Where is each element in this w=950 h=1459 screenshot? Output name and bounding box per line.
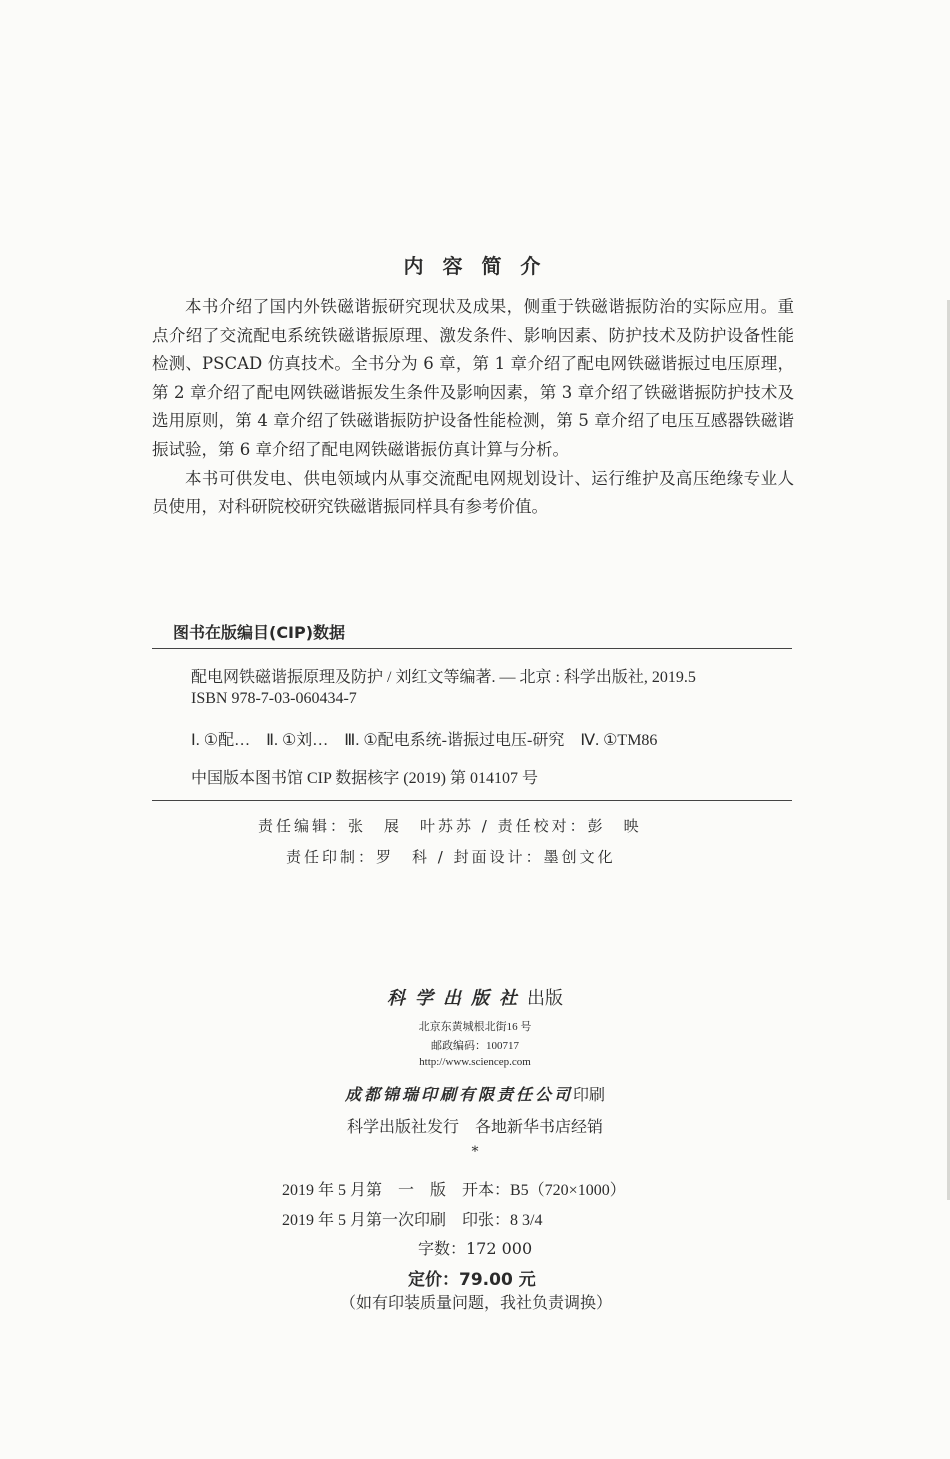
intro-text	[152, 293, 794, 522]
editor-credits: 责任编辑：张 展 叶苏苏 / 责任校对：彭 映	[258, 817, 642, 835]
intro-paragraph-2: 本书可供发电、供电领域内从事交流配电网规划设计、运行维护及高压绝缘专业人员使用，对科研院校研究铁磁谐振同样具有参考价值。	[152, 468, 794, 517]
cip-heading: 图书在版编目(CIP)数据	[173, 623, 346, 642]
impression-line: 2019 年 5 月第一次印刷 印张：8 3/4	[282, 1212, 543, 1229]
cip-line-1: 配电网铁磁谐振原理及防护 / 刘红文等编著. — 北京 : 科学出版社, 2019.5	[191, 669, 696, 686]
separator-star: *	[471, 1144, 479, 1160]
intro-paragraph-1: 本书介绍了国内外铁磁谐振研究现状及成果，侧重于铁磁谐振防治的实际应用。重点介绍了交流配电系统铁磁谐振原理、激发条件、影响因素、防护技术及防护设备性能检测、PSCAD 仿真技术。全书分为 6 章，第 1 章介绍了配电网铁磁谐振过电压原理，第 2 章介绍了配电网铁磁谐振发生条件及影响因素，第 3 章介绍了铁磁谐振防护技术及选用原则，第 4 章介绍了铁磁谐振防护设备性能检测，第 5 章介绍了电压互感器铁磁谐振试验，第 6 章介绍了配电网铁磁谐振仿真计算与分析。	[152, 297, 794, 459]
publisher-suffix: 出版	[527, 988, 563, 1009]
edition-line: 2019 年 5 月第 一 版 开本：B5（720×1000）	[282, 1182, 626, 1199]
printer-suffix: 印刷	[573, 1085, 606, 1104]
cip-classification: Ⅰ. ①配… Ⅱ. ①刘… Ⅲ. ①配电系统-谐振过电压-研究 Ⅳ. ①TM86	[191, 732, 658, 749]
production-credits: 责任印制：罗 科 / 封面设计：墨创文化	[286, 848, 616, 866]
publisher-logo: 科学出版社	[387, 988, 527, 1009]
cip-bottom-rule	[152, 800, 792, 801]
publisher-url: http://www.sciencep.com	[419, 1056, 531, 1068]
price: 定价：79.00 元	[408, 1270, 536, 1290]
printer-line	[0, 1082, 950, 1105]
printer-logo: 成都锦瑞印刷有限责任公司	[344, 1085, 573, 1104]
cip-record-number: 中国版本图书馆 CIP 数据核字 (2019) 第 014107 号	[191, 770, 538, 787]
publisher-address: 北京东黄城根北街16 号	[418, 1021, 532, 1033]
publisher-zip: 邮政编码：100717	[431, 1040, 519, 1052]
word-count: 字数：172 000	[418, 1239, 533, 1258]
cip-isbn: ISBN 978-7-03-060434-7	[191, 690, 357, 707]
section-title: 内 容 简 介	[403, 254, 547, 278]
quality-note: （如有印装质量问题，我社负责调换）	[340, 1293, 613, 1312]
publisher-line	[0, 984, 950, 1010]
cip-top-rule	[152, 648, 792, 649]
distribution-line: 科学出版社发行 各地新华书店经销	[346, 1117, 603, 1136]
